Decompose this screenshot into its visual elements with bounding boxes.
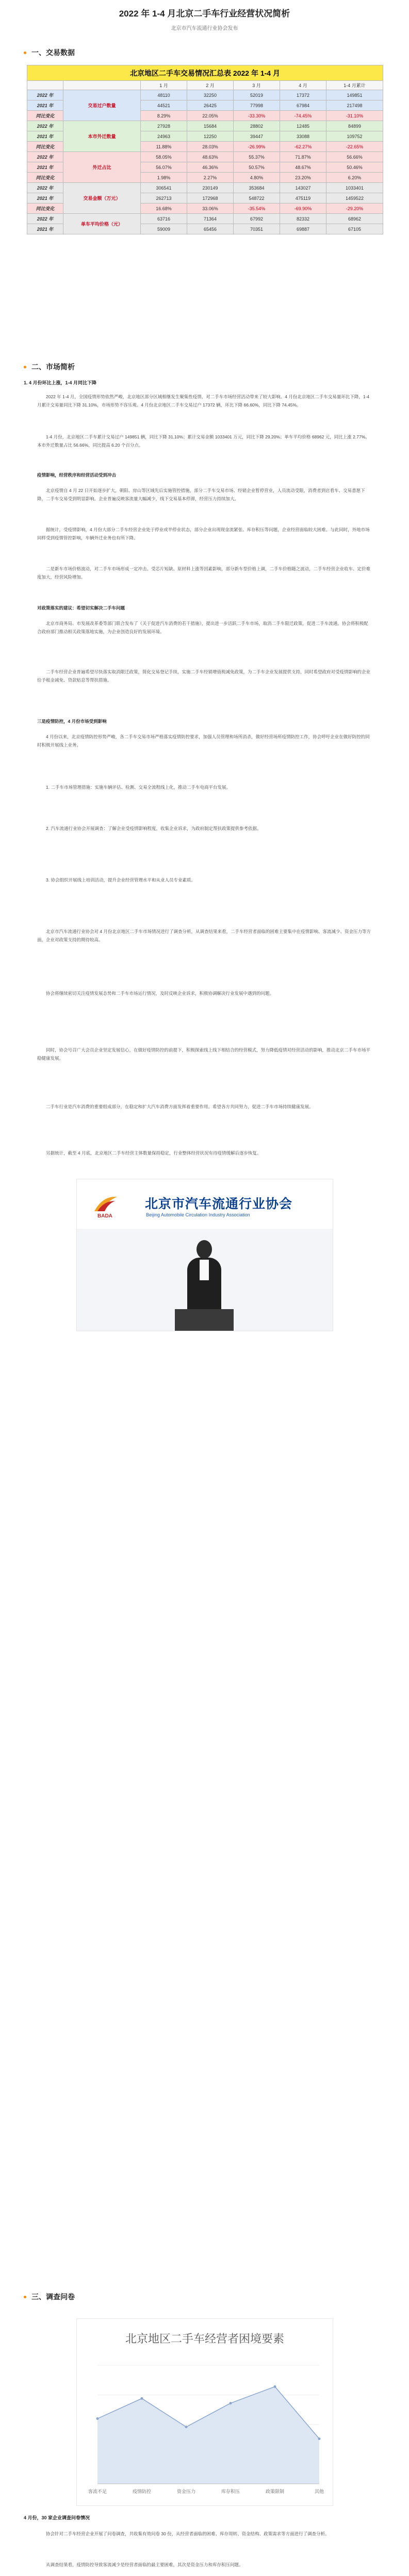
table-row bbox=[27, 183, 383, 193]
table-column-header: 2 月 bbox=[187, 81, 234, 90]
table-cell: -33.30% bbox=[234, 111, 280, 121]
section-heading-survey: 三、调查问卷 bbox=[24, 2292, 75, 2302]
table-cell: 109752 bbox=[326, 131, 383, 142]
market-paragraph: 3. 协会组织开展线上培训活动，提升企业经营管理水平和从业人员专业素质。 bbox=[46, 877, 195, 883]
market-paragraph: 同时，协会号召广大会员企业坚定发展信心，在做好疫情防控的前提下，积极探索线上线下相结合的经营模式，努力降低疫情对经营活动的影响，推动北京二手车市场平稳健康发展。 bbox=[37, 1047, 371, 1061]
table-cell-category: 本市外迁数量 bbox=[63, 121, 141, 152]
table-cell: 24963 bbox=[141, 131, 187, 142]
table-cell: 12485 bbox=[280, 121, 326, 131]
table-cell: 32250 bbox=[187, 90, 234, 100]
x-tick-label: 客流不足 bbox=[88, 2489, 107, 2494]
table-cell: 44521 bbox=[141, 100, 187, 111]
table-cell-year: 2021 年 bbox=[27, 162, 63, 173]
table-cell: 1.98% bbox=[141, 173, 187, 183]
x-tick-label: 资金压力 bbox=[176, 2489, 196, 2494]
association-name-cn: 北京市汽车流通行业协会 bbox=[145, 1196, 293, 1211]
data-table-wrap bbox=[0, 65, 383, 234]
table-cell: 23.20% bbox=[280, 173, 326, 183]
table-cell: -22.65% bbox=[326, 142, 383, 152]
table-cell: 58.05% bbox=[141, 152, 187, 162]
table-cell: 50.57% bbox=[234, 162, 280, 173]
table-cell: -62.27% bbox=[280, 142, 326, 152]
table-cell: 172968 bbox=[187, 193, 234, 204]
survey-subhead: 4 月份，30 家企业调查问卷情况 bbox=[24, 2515, 90, 2520]
market-paragraph: 协会将继续密切关注疫情发展态势和二手车市场运行情况，及时反映企业诉求，积极协调解决行业发展中遇到的问题。 bbox=[46, 991, 274, 996]
table-cell: 8.29% bbox=[141, 111, 187, 121]
table-cell: 306541 bbox=[141, 183, 187, 193]
association-name-en: Beijing Automobile Circulation Industry Association bbox=[146, 1212, 250, 1217]
table-cell-year: 2021 年 bbox=[27, 193, 63, 204]
market-paragraph: 北京市汽车流通行业协会对 4 月份北京地区二手车市场情况进行了调查分析，从调查结果来看，二手车经营者面临的困难主要集中在疫情影响、客流减少、资金压力等方面，企业对政策支持的期待较高。 bbox=[37, 929, 371, 942]
market-paragraph: 2022 年 1-4 月，全国疫情形势依然严峻，北京地区部分区域相继发生聚集性疫情，对二手车市场经营活动带来了较大影响。4 月份北京地区二手车交易量环比下降，1-4 月累计交易量同比下降 31.10%，市场形势不容乐观。4 月份北京地区二手车交易过户 17372 辆，环比下降 66.60%，同比下降 74.45%。 bbox=[37, 394, 370, 408]
table-cell: 69887 bbox=[280, 224, 326, 234]
table-cell: 65456 bbox=[187, 224, 234, 234]
table-cell: 39447 bbox=[234, 131, 280, 142]
market-subhead-4: 三是疫情防控，4 月份市场受到影响 bbox=[37, 719, 107, 724]
table-cell: 22.05% bbox=[187, 111, 234, 121]
table-cell: 1459522 bbox=[326, 193, 383, 204]
table-cell: 149851 bbox=[326, 90, 383, 100]
table-cell: 67105 bbox=[326, 224, 383, 234]
table-cell: 26425 bbox=[187, 100, 234, 111]
table-cell: 33.06% bbox=[187, 204, 234, 214]
table-cell-year: 2021 年 bbox=[27, 224, 63, 234]
data-point bbox=[318, 2437, 321, 2440]
market-paragraph: 另据统计，截至 4 月底，北京地区二手车经营主体数量保持稳定，行业整体经营状况有待疫情缓解后逐步恢复。 bbox=[46, 1150, 261, 1156]
market-paragraph: 二手车经营企业普遍希望尽快落实取消限迁政策，简化交易登记手续，实施二手车经销增值税减免政策，为二手车企业发展提供支持，同时希望政府对受疫情影响的企业给予租金减免、贷款贴息等帮扶措施。 bbox=[37, 669, 371, 683]
table-column-header bbox=[27, 81, 63, 90]
table-cell: 55.37% bbox=[234, 152, 280, 162]
podium bbox=[175, 1309, 234, 1331]
survey-paragraph: 协会针对二手车经营企业开展了问卷调查，共收集有效问卷 30 份，从经营者面临的困难、库存周转、资金结构、政策需求等方面进行了调查分析。 bbox=[46, 2531, 330, 2536]
table-cell: 77998 bbox=[234, 100, 280, 111]
table-cell: 59009 bbox=[141, 224, 187, 234]
table-cell: 28.03% bbox=[187, 142, 234, 152]
market-subhead-2: 疫情影响，经营秩序和经营活动受到冲击 bbox=[37, 472, 117, 478]
table-cell-category: 单车平均价格（元） bbox=[63, 214, 141, 234]
data-point bbox=[274, 2385, 276, 2388]
table-column-header: 3 月 bbox=[234, 81, 280, 90]
market-paragraph: 1. 二手车市场管理措施：实施车辆评估、检测、交易全流程线上化，推动二手车电商平台发展。 bbox=[46, 785, 231, 790]
page-subtitle: 北京市汽车流通行业协会发布 bbox=[171, 26, 238, 31]
table-cell: 70351 bbox=[234, 224, 280, 234]
data-point bbox=[96, 2417, 99, 2420]
table-column-header: 1 月 bbox=[141, 81, 187, 90]
table-cell: 33088 bbox=[280, 131, 326, 142]
table-cell: 71.87% bbox=[280, 152, 326, 162]
table-cell: 67984 bbox=[280, 100, 326, 111]
table-cell: 67992 bbox=[234, 214, 280, 224]
table-cell: 548722 bbox=[234, 193, 280, 204]
speaker-shirt bbox=[200, 1260, 209, 1280]
x-tick-label: 疫情防控 bbox=[132, 2489, 152, 2494]
table-cell: -29.20% bbox=[326, 204, 383, 214]
table-cell-year: 同比变化 bbox=[27, 173, 63, 183]
table-cell: 46.36% bbox=[187, 162, 234, 173]
table-cell: 4.80% bbox=[234, 173, 280, 183]
table-cell-year: 2022 年 bbox=[27, 183, 63, 193]
table-cell: 6.20% bbox=[326, 173, 383, 183]
table-cell: -74.45% bbox=[280, 111, 326, 121]
table-cell: 56.07% bbox=[141, 162, 187, 173]
table-cell: 28802 bbox=[234, 121, 280, 131]
table-cell-year: 同比变化 bbox=[27, 142, 63, 152]
table-cell: 50.46% bbox=[326, 162, 383, 173]
transaction-table bbox=[27, 65, 383, 234]
survey-paragraph: 从调查结果看，疫情防控导致客流减少是经营者面临的最主要困难，其次是资金压力和库存积压问题。 bbox=[46, 2562, 243, 2567]
speaker-head bbox=[197, 1240, 212, 1259]
table-cell: 48.63% bbox=[187, 152, 234, 162]
table-cell: 11.88% bbox=[141, 142, 187, 152]
bullet-icon bbox=[24, 52, 26, 54]
market-paragraph: 4 月份以来，北京疫情防控形势严峻，各二手车交易市场严格落实疫情防控要求，加强人员管理和场所消杀，做好经营场所疫情防控工作，协会呼吁企业在做好防控的同时积极开展线上业务。 bbox=[37, 734, 370, 748]
table-column-header bbox=[63, 81, 141, 90]
table-column-header: 4 月 bbox=[280, 81, 326, 90]
table-cell: 353684 bbox=[234, 183, 280, 193]
market-paragraph: 1-4 月份，北京地区二手车累计交易过户 149851 辆，同比下降 31.10%；累计交易金额 1033401 万元，同比下降 29.20%；单车平均价格 68962 元，同比上涨 2.77%。本市外迁数量占比 56.66%，同比提高 6.20 个百分点。 bbox=[37, 434, 370, 448]
section-heading-market: 二、市场简析 bbox=[24, 362, 75, 372]
chart-difficulties bbox=[76, 2318, 333, 2506]
table-cell: 63716 bbox=[141, 214, 187, 224]
table-header-row bbox=[27, 81, 383, 90]
table-cell: 230149 bbox=[187, 183, 234, 193]
table-cell: 16.68% bbox=[141, 204, 187, 214]
table-cell: 262713 bbox=[141, 193, 187, 204]
table-cell: 12250 bbox=[187, 131, 234, 142]
table-row bbox=[27, 152, 383, 162]
table-cell: 217498 bbox=[326, 100, 383, 111]
market-paragraph: 北京疫情自 4 月 22 日开始逐步扩大，朝阳、房山等区域先后实施管控措施，部分二手车交易市场、经销企业暂停营业，人员流动受限，消费者到店看车、交易意愿下降，二手车交易受到明显影响。企业普遍反映客流量大幅减少，线下交易基本停滞，经营压力持续加大。 bbox=[37, 488, 365, 501]
table-cell: 475119 bbox=[280, 193, 326, 204]
market-paragraph: 2. 汽车流通行业协会开展调查：了解企业受疫情影响程度，收集企业诉求，为政府制定帮扶政策提供参考依据。 bbox=[46, 826, 261, 831]
chart-title: 北京地区二手车经营者困境要素 bbox=[125, 2333, 285, 2346]
market-subhead-1: 1. 4 月份环比上涨，1-4 月同比下降 bbox=[24, 380, 97, 385]
table-cell: 84899 bbox=[326, 121, 383, 131]
data-point bbox=[230, 2402, 232, 2404]
table-cell-year: 2022 年 bbox=[27, 214, 63, 224]
table-cell: 2.27% bbox=[187, 173, 234, 183]
table-cell: 82332 bbox=[280, 214, 326, 224]
table-cell: 68962 bbox=[326, 214, 383, 224]
table-cell: 48.67% bbox=[280, 162, 326, 173]
table-cell-year: 2022 年 bbox=[27, 152, 63, 162]
table-cell: 52019 bbox=[234, 90, 280, 100]
table-cell-year: 同比变化 bbox=[27, 111, 63, 121]
data-point bbox=[141, 2397, 143, 2400]
table-cell-category: 外迁占比 bbox=[63, 152, 141, 183]
table-cell: 15684 bbox=[187, 121, 234, 131]
table-cell: 1033401 bbox=[326, 183, 383, 193]
table-column-header: 1-4 月累计 bbox=[326, 81, 383, 90]
x-tick-label: 库存积压 bbox=[221, 2489, 240, 2494]
page-title: 2022 年 1-4 月北京二手车行业经营状况简析 bbox=[119, 9, 290, 19]
table-cell: 48110 bbox=[141, 90, 187, 100]
section-heading-data: 一、交易数据 bbox=[24, 47, 75, 58]
table-title: 北京地区二手车交易情况汇总表 2022 年 1-4 月 bbox=[27, 65, 383, 81]
table-cell: 143027 bbox=[280, 183, 326, 193]
table-cell: -35.54% bbox=[234, 204, 280, 214]
table-cell-category: 交易金额（万元） bbox=[63, 183, 141, 214]
association-logo-icon bbox=[92, 1194, 119, 1213]
x-tick-label: 政策限制 bbox=[265, 2489, 285, 2494]
table-row bbox=[27, 214, 383, 224]
table-cell: 71364 bbox=[187, 214, 234, 224]
market-paragraph: 二是新车市场价格波动，对二手车市场形成一定冲击。受芯片短缺、原材料上涨等因素影响，部分新车型价格上调，二手车价格随之波动，二手车经营企业收车、定价难度加大，经营风险增加。 bbox=[37, 566, 371, 580]
table-cell: -69.90% bbox=[280, 204, 326, 214]
chart-difficulties-svg bbox=[77, 2319, 333, 2505]
x-tick-label: 其他 bbox=[314, 2489, 324, 2494]
table-cell-year: 2021 年 bbox=[27, 131, 63, 142]
table-cell: 17372 bbox=[280, 90, 326, 100]
table-cell: -26.99% bbox=[234, 142, 280, 152]
table-cell-year: 2021 年 bbox=[27, 100, 63, 111]
table-cell-year: 2022 年 bbox=[27, 90, 63, 100]
bullet-icon bbox=[24, 2296, 26, 2298]
association-photo bbox=[76, 1179, 333, 1331]
table-cell-category: 交易过户数量 bbox=[63, 90, 141, 121]
market-paragraph: 北京市商务局、市发展改革委等部门联合发布了《关于促进汽车消费的若干措施》，提出进一步活跃二手车市场，取消二手车限迁政策，促进二手车流通。协会将积极配合政府部门推动相关政策落地实施，为企业创造良好的发展环境。 bbox=[37, 621, 368, 634]
table-cell: -31.10% bbox=[326, 111, 383, 121]
table-cell-year: 同比变化 bbox=[27, 204, 63, 214]
bullet-icon bbox=[24, 366, 26, 368]
table-row bbox=[27, 121, 383, 131]
table-cell: 27928 bbox=[141, 121, 187, 131]
table-cell: 56.66% bbox=[326, 152, 383, 162]
area-fill bbox=[97, 2386, 319, 2484]
data-point bbox=[185, 2426, 188, 2428]
table-row bbox=[27, 90, 383, 100]
market-paragraph: 据统计，受疫情影响，4 月份大部分二手车经营企业处于停业或半停业状态，部分企业出现现金流紧张、库存积压等问题，企业经营面临较大困难。与此同时，外地市场同样受到疫情管控影响，车辆外迁业务也有所下降。 bbox=[37, 527, 370, 540]
market-paragraph: 二手车行业是汽车消费的重要组成部分，在稳定和扩大汽车消费方面发挥着重要作用。希望各方共同努力，促进二手车市场持续健康发展。 bbox=[46, 1104, 314, 1109]
logo-text: BADA bbox=[97, 1213, 112, 1219]
table-cell-year: 2022 年 bbox=[27, 121, 63, 131]
market-subhead-3: 对政策落实的建议：希望切实解决二手车问题 bbox=[37, 605, 125, 611]
